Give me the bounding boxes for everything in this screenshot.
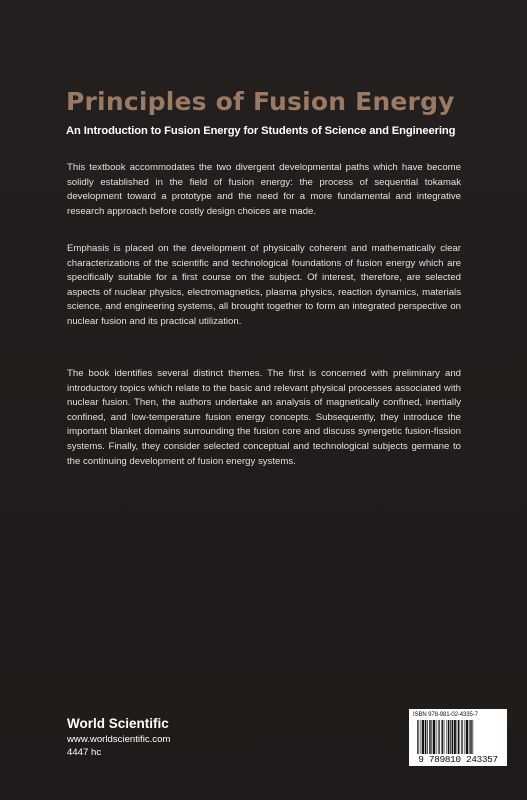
book-title: Principles of Fusion Energy — [66, 87, 455, 116]
publisher-url: www.worldscientific.com — [67, 734, 171, 745]
book-subtitle: An Introduction to Fusion Energy for Students of Science and Engineering — [66, 125, 456, 137]
barcode-number: 9 789810 243357 — [418, 754, 498, 765]
blurb-paragraph-2: Emphasis is placed on the development of physically coherent and mathematically clear characterizations of the scientific and technological foundations of fusion energy which are specifically suitable for a first course on the subject. Of interest, therefore, are selected aspects of nuclear physics, electromagnetics, plasma physics, reaction dynamics, materials science, and engineering systems, all brought together to form an integrated perspective on nuclear fusion and its practical utilization. — [67, 243, 461, 327]
blurb-paragraph-3: The book identifies several distinct themes. The first is concerned with preliminary and introductory topics which relate to the basic and relevant physical processes associated with nuclear fusion. Then, the authors undertake an analysis of magnetically confined, inertially confined, and low-temperature fusion energy concepts. Subsequently, they introduce the important blanket domains surrounding the fusion core and discuss synergetic fusion-fission systems. Finally, they consider selected conceptual and technological subjects germane to the continuing development of fusion energy systems. — [67, 368, 461, 467]
blurb-paragraph-1: This textbook accommodates the two divergent developmental paths which have become solidly established in the field of fusion energy: the process of sequential tokamak development toward a prototype and the need for a more fundamental and integrative research approach before costly design choices are made. — [67, 162, 461, 217]
product-code: 4447 hc — [67, 747, 102, 758]
publisher-name: World Scientific — [67, 716, 169, 731]
isbn-label: ISBN 978-981-02-4335-7 — [413, 712, 478, 718]
isbn-barcode — [409, 709, 507, 766]
barcode-bars — [417, 720, 503, 754]
